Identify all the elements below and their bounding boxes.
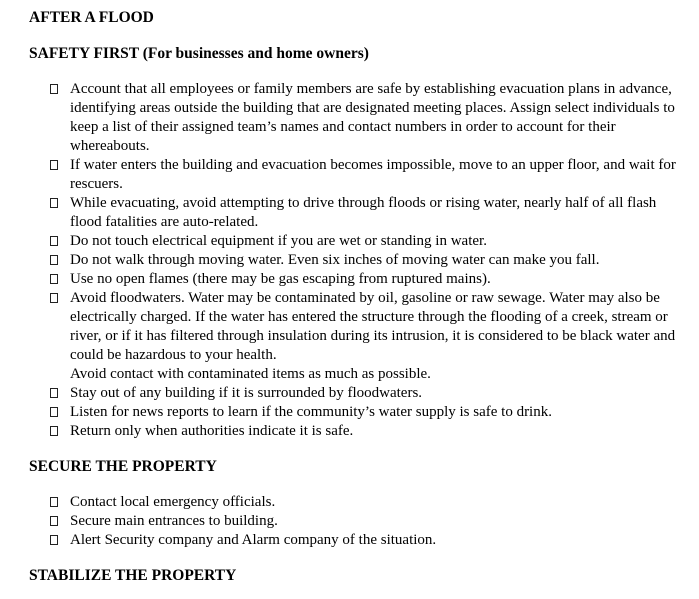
checklist-item — [49, 194, 679, 232]
checklist-item — [49, 156, 679, 194]
checklist-item — [49, 384, 679, 403]
checklist-item-text: Secure main entrances to building. — [70, 513, 278, 529]
checklist-item-text: Listen for news reports to learn if the community’s water supply is safe to drink. — [70, 404, 552, 420]
checklist-item-text: Avoid floodwaters. Water may be contaminated by oil, gasoline or raw sewage. Water may also be electrically charged. If the water has entered the structure through the flooding of a creek, stream or river, or if it has filtered through insulation during its intrusion, it is considered to be black water and could be hazardous to your health. — [70, 290, 676, 363]
checklist-item — [49, 512, 679, 531]
checklist-item — [49, 80, 679, 156]
checklist-item-text: Do not walk through moving water. Even six inches of moving water can make you fall. — [70, 252, 600, 268]
checklist-item — [49, 251, 679, 270]
checklist-item-extra-text: Avoid contact with contaminated items as much as possible. — [70, 366, 431, 382]
checklist-item — [49, 270, 679, 289]
checklist-item-text: Alert Security company and Alarm company of the situation. — [70, 532, 437, 548]
checklist-item — [49, 422, 679, 441]
checkbox-icon — [50, 497, 58, 507]
checkbox-icon — [50, 407, 58, 417]
stabilize-property-heading: STABILIZE THE PROPERTY — [29, 567, 237, 584]
checkbox-icon — [50, 198, 58, 208]
checklist-item-text: While evacuating, avoid attempting to drive through floods or rising water, nearly half of all flash flood fatalities are auto-related. — [70, 195, 657, 230]
checkbox-icon — [50, 388, 58, 398]
checkbox-icon — [50, 84, 58, 94]
checklist-item-text: Return only when authorities indicate it is safe. — [70, 423, 354, 439]
checkbox-icon — [50, 255, 58, 265]
checkbox-icon — [50, 160, 58, 170]
document-title: AFTER A FLOOD — [29, 9, 154, 26]
checkbox-icon — [50, 426, 58, 436]
checkbox-icon — [50, 274, 58, 284]
checklist-item-text: Do not touch electrical equipment if you are wet or standing in water. — [70, 233, 487, 249]
checklist-item — [49, 403, 679, 422]
checkbox-icon — [50, 236, 58, 246]
checkbox-icon — [50, 535, 58, 545]
checklist-item-text: Account that all employees or family members are safe by establishing evacuation plans in advance, identifying areas outside the building that are designated meeting places. Assign select individuals to keep a list of their assigned team’s names and contact numbers in order to account for their whereabouts. — [70, 81, 675, 154]
checkbox-icon — [50, 516, 58, 526]
safety-first-heading: SAFETY FIRST (For businesses and home owners) — [29, 45, 369, 62]
checklist-item — [49, 531, 679, 550]
checklist-item — [49, 493, 679, 512]
safety-checklist — [29, 80, 679, 441]
checklist-item — [49, 289, 679, 384]
checklist-item-text: If water enters the building and evacuation becomes impossible, move to an upper floor, and wait for rescuers. — [70, 157, 676, 192]
checkbox-icon — [50, 293, 58, 303]
checklist-item-text: Contact local emergency officials. — [70, 494, 276, 510]
checklist-item — [49, 232, 679, 251]
checklist-item-text: Stay out of any building if it is surrounded by floodwaters. — [70, 385, 423, 401]
checklist-item-text: Use no open flames (there may be gas escaping from ruptured mains). — [70, 271, 491, 287]
secure-checklist — [29, 493, 679, 550]
secure-property-heading: SECURE THE PROPERTY — [29, 458, 217, 475]
